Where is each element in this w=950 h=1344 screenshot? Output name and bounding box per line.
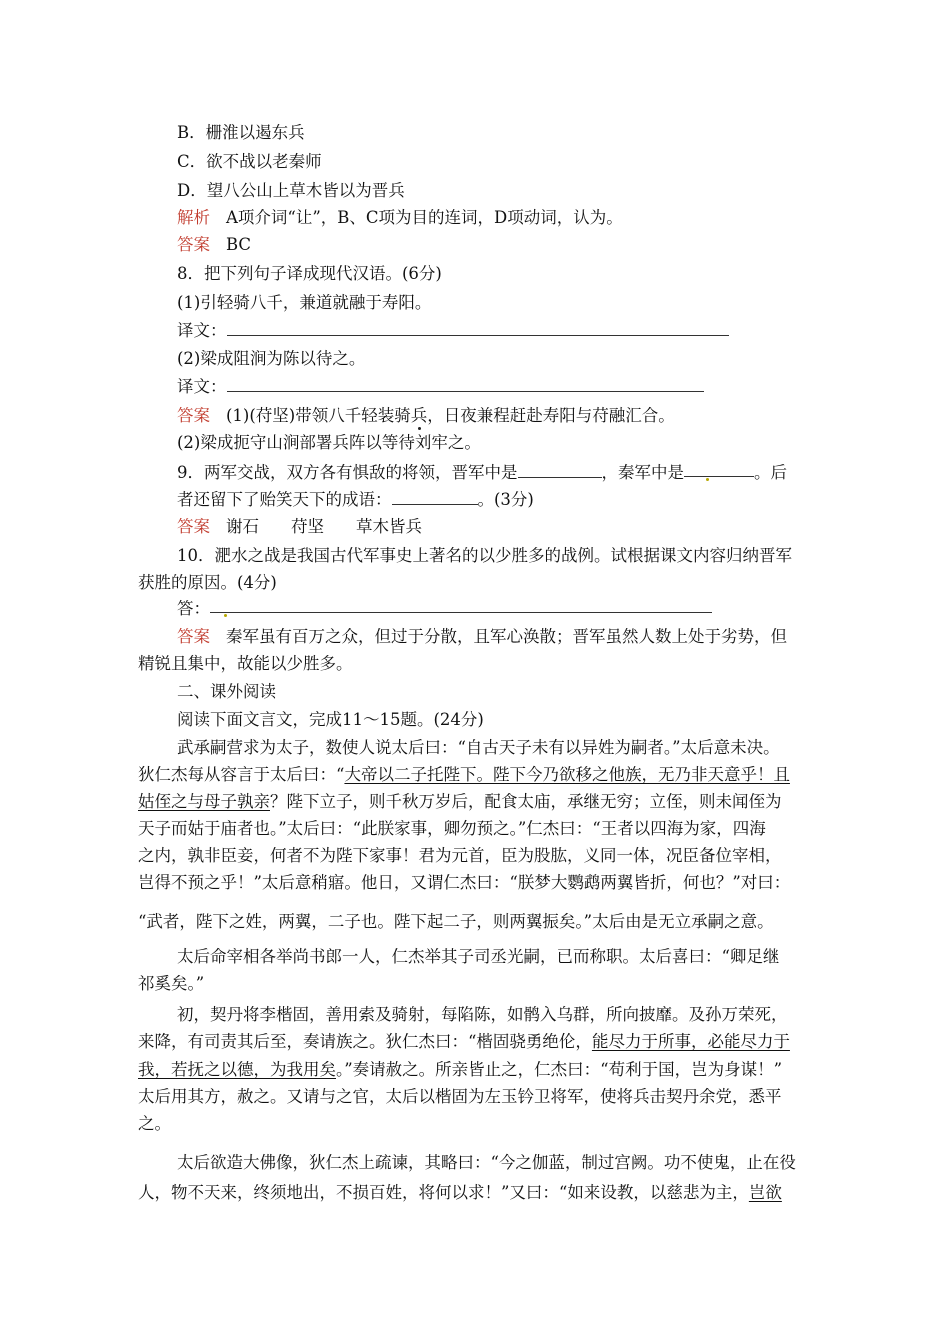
section-instruction: 阅读下面文言文，完成11～15题。(24分) [177, 710, 484, 729]
q9-line2-b: 。(3分) [477, 490, 534, 509]
p3-l2-underlined: 能尽力于所事，必能尽力于 [591, 1032, 790, 1051]
translation-label: 译文： [177, 377, 227, 396]
q10-answer-line-2: 精锐且集中，故能以少胜多。 [138, 654, 353, 673]
p3-l2-plain: 来降，有司责其后至，奏请族之。狄仁杰曰：“楷固骁勇绝伦， [138, 1032, 592, 1051]
q9-stem-line-2 [177, 489, 534, 511]
q7-answer-line [177, 234, 251, 256]
answer-label: 答案 [177, 517, 210, 536]
answer-label: 答案 [177, 235, 210, 254]
q8-answer-line-1 [177, 405, 675, 427]
q8-translation-2 [177, 376, 704, 398]
analysis-label: 解析 [177, 208, 210, 227]
q8-sentence-2: (2)梁成阻涧为陈以待之。 [177, 349, 366, 368]
p3-l3-underlined: 我，若抚之以德，为我用矣 [138, 1060, 336, 1079]
q9-stem-c: 。后 [754, 463, 787, 482]
q10-answer-line-1 [177, 626, 787, 648]
passage-p1-line-3 [138, 791, 782, 813]
section-title: 二、课外阅读 [177, 682, 276, 701]
passage-p3-line-1: 初，契丹将李楷固，善用索及骑射，每陷陈，如鹘入乌群，所向披靡。及孙万荣死， [177, 1005, 788, 1024]
passage-p1-line-4: 天子而姑于庙者也。”太后曰：“此朕家事，卿勿预之。”仁杰曰：“王者以四海为家，四海 [138, 819, 766, 838]
q9-stem-a: 9．两军交战，双方各有惧敌的将领，晋军中是 [177, 463, 518, 482]
passage-p1-line-5: 之内，孰非臣妾，何者不为陛下家事！君为元首，臣为股肱，义同一体，况臣备位宰相， [138, 846, 782, 865]
passage-p1-line-2 [138, 764, 790, 786]
translation-label: 译文： [177, 321, 227, 340]
passage-p2-line-2: 祁奚矣。” [138, 974, 205, 993]
p3-l3-plain: 。”奏请赦之。所亲皆止之，仁杰曰：“苟利于国，岂为身谋！” [336, 1060, 783, 1079]
p4-l2-plain: 人，物不天来，终须地出，不损百姓，将何以求！”又曰：“如来设教，以慈悲为主， [138, 1183, 749, 1202]
q8-translation-1 [177, 320, 729, 342]
passage-p3-line-2 [138, 1031, 790, 1053]
q9-stem-b: ，秦军中是 [601, 463, 684, 482]
q9-answer-line [177, 516, 422, 538]
p1-l2-underlined: 大帝以二子托陛下。陛下今乃欲移之他族，无乃非天意乎！且 [344, 765, 790, 784]
passage-p4-line-2 [138, 1182, 782, 1204]
q9-line2-a: 者还留下了贻笑天下的成语： [177, 490, 392, 509]
passage-p2-line-1: 太后命宰相各举尚书郎一人，仁杰举其子司丞光嗣，已而称职。太后喜曰：“卿足继 [177, 947, 780, 966]
option-c: C．欲不战以老秦师 [177, 152, 322, 171]
answer-text: BC [226, 235, 252, 254]
q8-answer-1-dotted: 兵 [410, 406, 428, 425]
analysis-line [177, 207, 623, 229]
q9-blank-qin[interactable] [684, 462, 754, 477]
q8-answer-1-pre: (1)(苻坚)带领八千轻装骑 [226, 406, 411, 425]
q8-answer-line-2: (2)梁成扼守山涧部署兵阵以等待刘牢之。 [177, 433, 481, 452]
p1-l2-plain: 狄仁杰每从容言于太后曰：“ [138, 765, 345, 784]
q10-answer-text-1: 秦军虽有百万之众，但过于分散，且军心涣散；晋军虽然人数上处于劣势，但 [226, 627, 787, 646]
answer-label: 答案 [177, 406, 210, 425]
q8-sentence-1: (1)引轻骑八千，兼道就融于寿阳。 [177, 293, 432, 312]
q9-stem-line-1 [177, 462, 787, 484]
passage-p1-line-1: 武承嗣营求为太子，数使人说太后曰：“自古天子未有以异姓为嗣者。”太后意未决。 [177, 738, 780, 757]
analysis-text: A项介词“让”，B、C项为目的连词，D项动词，认为。 [226, 208, 623, 227]
p4-l2-underlined: 岂欲 [748, 1183, 782, 1202]
q10-stem-line-2: 获胜的原因。(4分) [138, 573, 277, 592]
q10-stem-line-1: 10．淝水之战是我国古代军事史上著名的以少胜多的战例。试根据课文内容归纳晋军 [177, 546, 792, 565]
q9-blank-jin[interactable] [518, 463, 602, 478]
q9-answer-3: 草木皆兵 [356, 517, 422, 536]
passage-p1-line-7: “武者，陛下之姓，两翼，二子也。陛下起二子，则两翼振矣。”太后由是无立承嗣之意。 [138, 912, 774, 931]
translation-blank-1[interactable] [227, 321, 729, 336]
q9-answer-1: 谢石 [226, 517, 259, 536]
q10-blank[interactable] [210, 598, 712, 613]
answer-label: 答案 [177, 627, 210, 646]
p1-l3-underlined: 姑侄之与母子孰亲 [138, 792, 270, 811]
da-label: 答： [177, 599, 210, 618]
translation-blank-2[interactable] [227, 377, 704, 392]
q8-stem: 8．把下列句子译成现代汉语。(6分) [177, 264, 442, 283]
q8-answer-1-post: ，日夜兼程赶赴寿阳与苻融汇合。 [427, 406, 675, 425]
passage-p4-line-1: 太后欲造大佛像，狄仁杰上疏谏，其略曰：“今之伽蓝，制过宫阙。功不使鬼，止在役 [177, 1153, 796, 1172]
passage-p3-line-3 [138, 1059, 782, 1081]
passage-p3-line-5: 之。 [138, 1114, 171, 1133]
passage-p3-line-4: 太后用其方，赦之。又请与之官，太后以楷固为左玉钤卫将军，使将兵击契丹余党，悉平 [138, 1087, 782, 1106]
q10-answer-blank-line [177, 598, 712, 620]
q9-answer-2: 苻坚 [291, 517, 324, 536]
q9-blank-idiom[interactable] [392, 490, 478, 505]
p1-l3-plain: ？陛下立子，则千秋万岁后，配食太庙，承继无穷；立侄，则未闻侄为 [270, 792, 782, 811]
option-d: D．望八公山上草木皆以为晋兵 [177, 181, 405, 200]
passage-p1-line-6: 岂得不预之乎！”太后意稍寤。他日，又谓仁杰曰：“朕梦大鹦鹉两翼皆折，何也？”对曰： [138, 873, 791, 892]
option-b: B．栅淮以遏东兵 [177, 123, 305, 142]
